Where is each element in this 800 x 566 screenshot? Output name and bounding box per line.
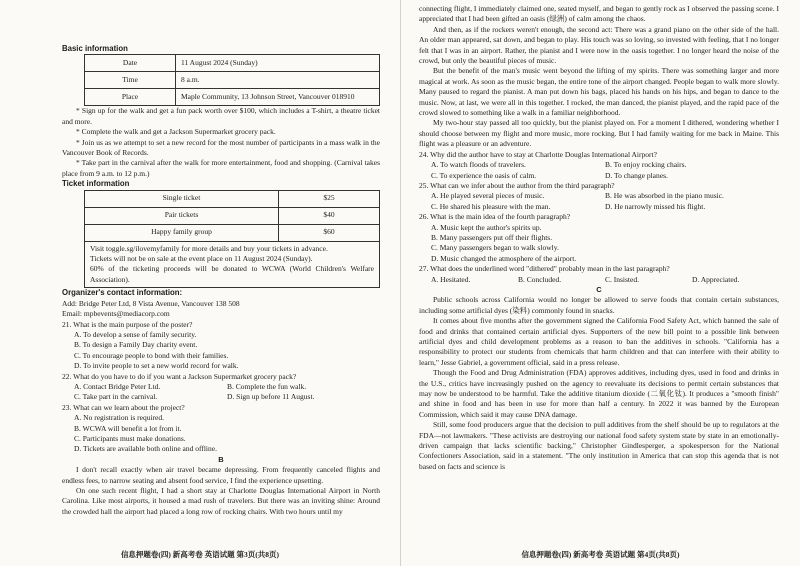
option: A. Music kept the author's spirits up. <box>431 222 542 232</box>
options-row <box>419 275 779 285</box>
option: C. To experience the oasis of calm. <box>431 170 537 180</box>
paragraph: I don't recall exactly when air travel became depressing. From frequently canceled flights and endless fees, to narrow seating and absent food service, I find the experience upsetting. <box>62 465 380 485</box>
options-row <box>419 191 779 201</box>
option: A. Contact Bridge Peter Ltd. <box>74 381 161 391</box>
options-row <box>419 202 779 212</box>
paragraph: Though the Food and Drug Administration (FDA) approves additives, including dyes, used in food and drinks in the U.S., critics have increasingly pushed on the agency to reevaluate its decisions to permit certain substances that may now be understood to be harmful. Take the additive titanium dioxide (二氧化钛). It produces a "smooth finish" and shine in food and has been in use for more than half a century. In 2022 it was banned by the European Commission, which said it may cause DNA damage. <box>419 368 779 419</box>
question-23: 23. What can we learn about the project? <box>62 402 185 412</box>
paragraph: It comes about five months after the government signed the California Food Safety Act, which banned the sale of food and drinks that contained certain artificial dyes. Supporters of the new bill point to a possible link between artificial dyes and child development problems as a reason to ban the additives in schools. "California has a responsibility to protect our students from chemicals that harm children and that can interfere with their ability to learn," Jesse Gabriel, a government official, said in a press release. <box>419 316 779 367</box>
option: A. He played several pieces of music. <box>431 191 545 201</box>
basic-info-table <box>84 54 380 106</box>
option: D. Tickets are available both online and offline. <box>74 444 217 454</box>
ticket-type: Happy family group <box>85 224 279 241</box>
option: B. To design a Family Day charity event. <box>74 340 198 350</box>
options-row <box>62 392 380 402</box>
organizer-title: Organizer's contact information: <box>62 288 183 298</box>
ticket-type: Single ticket <box>85 190 279 207</box>
paragraph: And then, as if the rockers weren't enough, the second act: There was a grand piano on the other side of the hall. An older man appeared, sat down, and began to play. His touch was so loving, so invested with feeling, that I no longer felt that I was in an airport. Rather, the pianist and I were now in the oasis together. I no longer heard the noise of the crowd, but only the beautiful pieces of music. <box>419 24 779 66</box>
option: D. To change planes. <box>605 170 668 180</box>
paragraph: On one such recent flight, I had a short stay at Charlotte Douglas International Airport in North Carolina. Like most airports, it housed a mad rush of travelers. But there was an inviting shine: Around the crowded hall the airport had placed a long row of rocking chairs. With two hours until my <box>62 486 380 516</box>
option: A. To watch floods of travelers. <box>431 160 526 170</box>
option: A. To develop a sense of family security. <box>74 329 197 339</box>
option: A. Hesitated. <box>431 274 471 284</box>
section-b-heading: B <box>218 454 224 464</box>
ticket-note: Visit toggle.sg/ilovemyfamily for more details and buy your tickets in advance. <box>90 243 328 253</box>
ticket-note: 60% of the ticketing proceeds will be donated to WCWA (World Children's Welfare Association). <box>90 264 374 284</box>
bullet: * Sign up for the walk and get a fun pack worth over $100, which includes a T-shirt, a theatre ticket and more. <box>62 106 380 126</box>
option: D. Appreciated. <box>692 274 740 284</box>
info-value: 8 a.m. <box>176 72 380 89</box>
info-key: Date <box>85 55 176 72</box>
ticket-table <box>84 190 380 242</box>
option: B. Complete the fun walk. <box>227 381 307 391</box>
info-value: Maple Community, 13 Johnson Street, Vancouver 018910 <box>176 89 380 106</box>
question-27: 27. What does the underlined word "dithered" probably mean in the last paragraph? <box>419 264 670 274</box>
info-key: Time <box>85 72 176 89</box>
option: D. To invite people to set a new world record for walk. <box>74 361 239 371</box>
page-footer: 信息押题卷(四) 新高考卷 英语试题 第4页(共8页) <box>521 550 680 559</box>
ticket-box <box>84 190 380 289</box>
question-22: 22. What do you have to do if you want a Jackson Supermarket grocery pack? <box>62 371 297 381</box>
option: C. Participants must make donations. <box>74 433 186 443</box>
option: A. No registration is required. <box>74 413 164 423</box>
ticket-notes <box>84 242 380 289</box>
paragraph: connecting flight, I immediately claimed one, seated myself, and began to gently rock as I observed the passing scene. I appreciated that I had been gifted an oasis (绿洲) of calm among the chaos. <box>419 4 779 24</box>
ticket-price: $25 <box>279 190 380 207</box>
paragraph: Public schools across California would no longer be allowed to serve foods that contain certain substances, including some artificial dyes (染料) commonly found in snacks. <box>419 295 779 315</box>
paragraph: Still, some food producers argue that the decision to pull additives from the shelf should be up to regulators at the FDA—not lawmakers. "These activists are destroying our national food safety system state by state in an emotionally-driven campaign that lacks scientific backing," Christopher Gindlesperger, a spokesperson for the National Confectioners Association, said in a statement. "The only institution in America that can stop this agenda that is not based on facts and science is <box>419 420 779 471</box>
option: C. Take part in the carnival. <box>74 392 158 402</box>
ticket-note: Tickets will not be on sale at the event place on 11 August 2024 (Sunday). <box>90 254 313 264</box>
option: D. Sign up before 11 August. <box>227 392 315 402</box>
paragraph: But the benefit of the man's music went beyond the lifting of my spirits. There was something larger and more magical at work. As soon as the music began, the entire tone of the airport changed. People began to walk more slowly. Many paused to regard the pianist. A man put down his bags, placed his hands on his hips, and began to dance to the music. Now, at last, we were all in this together. I rocked, the man danced, the pianist played, and the rapid pace of the crowd slowed to something like a walk in a familiar neighborhood. <box>419 66 779 118</box>
right-column <box>419 4 779 472</box>
option: B. WCWA will benefit a lot from it. <box>74 423 182 433</box>
option: B. Many passengers put off their flights. <box>431 232 553 242</box>
option: C. Insisted. <box>605 274 639 284</box>
option: B. To enjoy rocking chairs. <box>605 160 687 170</box>
info-value: 11 August 2024 (Sunday) <box>176 55 380 72</box>
info-key: Place <box>85 89 176 106</box>
option: B. He was absorbed in the piano music. <box>605 191 724 201</box>
options-row <box>419 160 779 170</box>
question-25: 25. What can we infer about the author from the third paragraph? <box>419 180 615 190</box>
paragraph: My two-hour stay passed all too quickly, but the pianist played on. For a moment I dithered, wondering whether I should choose between my flight and more music, more rocking. But I had family waiting for me back in Maine. This flight was a pleasure or an adventure. <box>419 118 779 149</box>
option: D. Music changed the atmosphere of the airport. <box>431 253 577 263</box>
option: C. Many passengers began to walk slowly. <box>431 243 559 253</box>
option: D. He narrowly missed his flight. <box>605 201 706 211</box>
option: C. He shared his pleasure with the man. <box>431 201 551 211</box>
basic-info-title: Basic information <box>62 44 128 53</box>
options-row <box>62 382 380 392</box>
section-c-heading: C <box>596 284 602 294</box>
ticket-price: $60 <box>279 224 380 241</box>
option: B. Concluded. <box>518 274 562 284</box>
question-26: 26. What is the main idea of the fourth paragraph? <box>419 212 571 222</box>
right-page <box>401 0 800 566</box>
question-21: 21. What is the main purpose of the poster? <box>62 319 193 329</box>
organizer-line: Email: mpbevents@mediacorp.com <box>62 309 170 319</box>
bullet: * Complete the walk and get a Jackson Supermarket grocery pack. <box>76 127 276 137</box>
options-row <box>419 171 779 181</box>
left-column <box>62 44 380 517</box>
organizer-line: Add: Bridge Peter Ltd, 8 Vista Avenue, Vancouver 138 508 <box>62 298 240 308</box>
ticket-price: $40 <box>279 207 380 224</box>
option: C. To encourage people to bond with their families. <box>74 350 229 360</box>
question-24: 24. Why did the author have to stay at Charlotte Douglas International Airport? <box>419 149 657 159</box>
ticket-type: Pair tickets <box>85 207 279 224</box>
ticket-info-title: Ticket information <box>62 179 130 189</box>
bullet: * Take part in the carnival after the walk for more entertainment, food and shopping. (Carnival takes place from 9 a.m. to 12 p.m.) <box>62 158 380 178</box>
page-footer: 信息押题卷(四) 新高考卷 英语试题 第3页(共8页) <box>120 550 280 559</box>
bullet: * Join us as we attempt to set a new record for the most number of participants in a mass walk in the Vancouver Book of Records. <box>62 137 380 158</box>
